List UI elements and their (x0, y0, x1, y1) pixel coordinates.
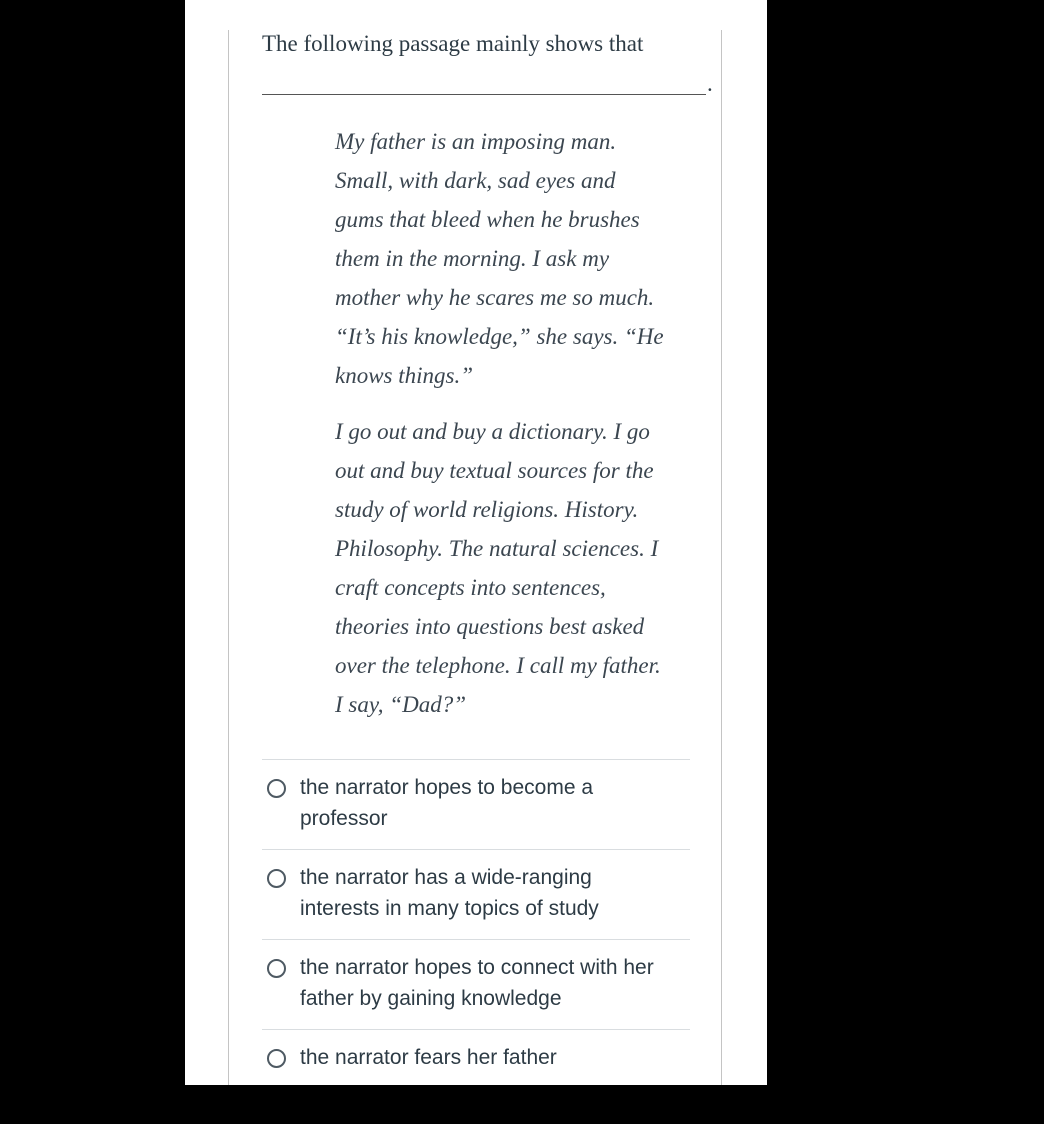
quiz-question-panel (185, 0, 767, 1085)
option-line: the narrator has a wide-ranging (300, 866, 592, 889)
option-line: father by gaining knowledge (300, 987, 562, 1010)
option-line: professor (300, 807, 388, 830)
answer-blank (262, 94, 706, 95)
blank-period: . (707, 71, 713, 96)
passage-line: “It’s his knowledge,” she says. “He (335, 324, 664, 349)
passage-paragraph-1 (335, 122, 715, 395)
passage-line: study of world religions. History. (335, 497, 639, 522)
passage-line: I go out and buy a dictionary. I go (335, 419, 650, 444)
passage-line: knows things.” (335, 363, 474, 388)
passage-line: out and buy textual sources for the (335, 458, 654, 483)
answer-option-label (300, 862, 700, 924)
option-line: interests in many topics of study (300, 897, 599, 920)
option-divider (262, 849, 690, 850)
passage-line: Philosophy. The natural sciences. I (335, 536, 659, 561)
passage-line: craft concepts into sentences, (335, 575, 606, 600)
question-prompt: The following passage mainly shows that (262, 31, 644, 56)
answer-option-label (300, 952, 700, 1014)
option-line: the narrator hopes to connect with her (300, 956, 654, 979)
option-divider (262, 1029, 690, 1030)
passage-line: My father is an imposing man. (335, 129, 617, 154)
passage-line: over the telephone. I call my father. (335, 653, 661, 678)
option-divider (262, 939, 690, 940)
radio-button[interactable] (267, 959, 286, 978)
radio-button[interactable] (267, 869, 286, 888)
radio-button[interactable] (267, 1049, 286, 1068)
left-border (228, 30, 229, 1085)
option-divider (262, 759, 690, 760)
passage-line: Small, with dark, sad eyes and (335, 168, 616, 193)
option-line: the narrator hopes to become a (300, 776, 594, 799)
radio-button[interactable] (267, 779, 286, 798)
passage-line: I say, “Dad?” (335, 692, 466, 717)
passage-line: gums that bleed when he brushes (335, 207, 640, 232)
right-border (721, 30, 722, 1085)
passage-paragraph-2 (335, 412, 715, 724)
passage-line: mother why he scares me so much. (335, 285, 655, 310)
option-line: the narrator fears her father (300, 1046, 557, 1069)
answer-option-label (300, 1042, 700, 1073)
passage-line: them in the morning. I ask my (335, 246, 610, 271)
passage-line: theories into questions best asked (335, 614, 645, 639)
answer-option-label (300, 772, 700, 834)
